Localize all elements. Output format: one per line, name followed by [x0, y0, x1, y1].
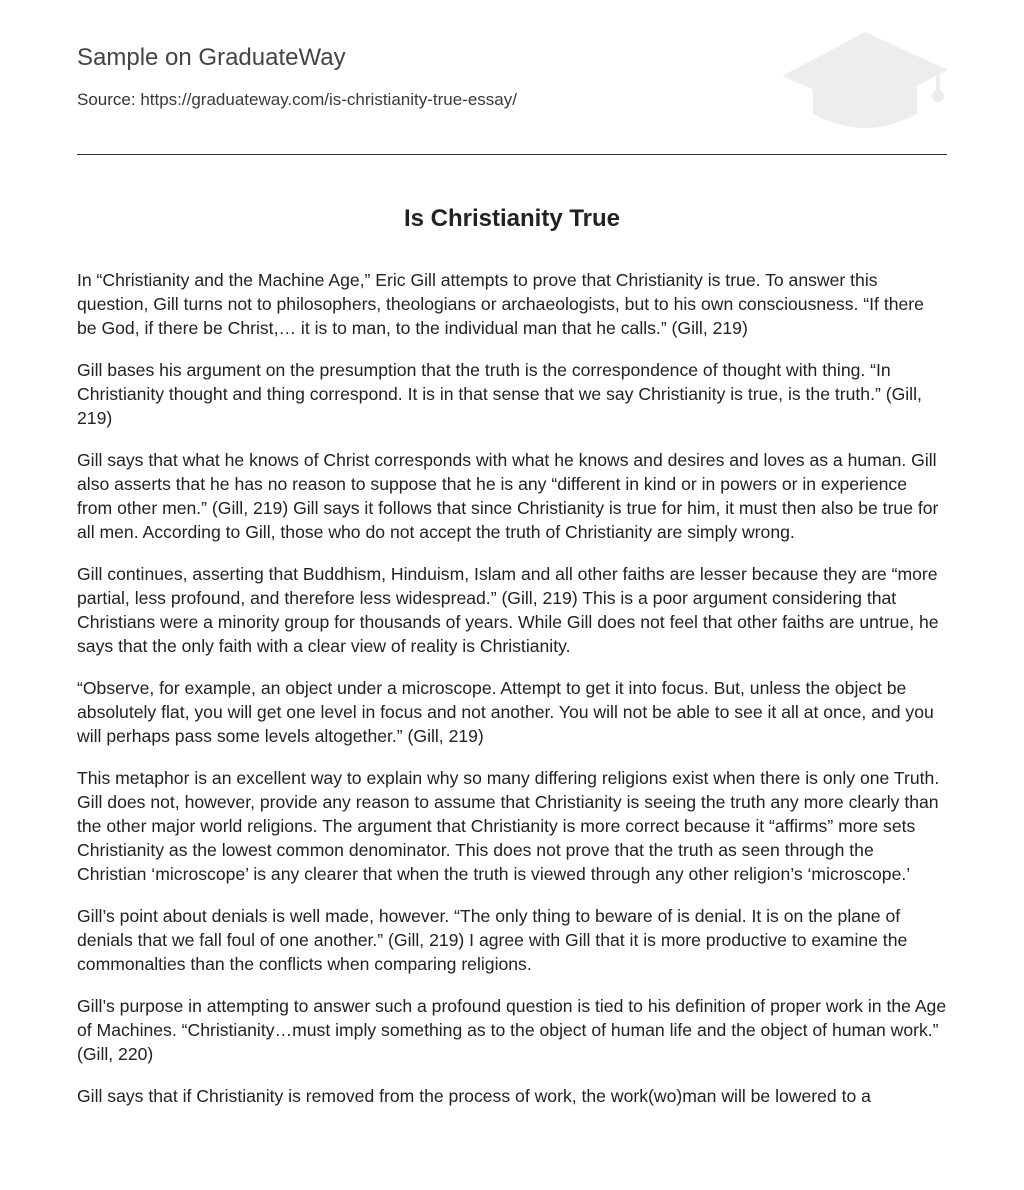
- site-brand[interactable]: Sample on GraduateWay: [77, 44, 346, 71]
- paragraph: Gill’s purpose in attempting to answer such a profound question is tied to his definition of proper work in the Age of Machines. “Christianity…must imply something as to the object of human life and the object of human work.” (Gill, 220): [77, 996, 947, 1064]
- article-body: [77, 268, 947, 1126]
- paragraph: Gill continues, asserting that Buddhism, Hinduism, Islam and all other faiths are lesser because they are “more partial, less profound, and therefore less widespread.” (Gill, 219) This is a poor argument considering that Christians were a minority group for thousands of years. While Gill does not feel that other faiths are untrue, he says that the only faith with a clear view of reality is Christianity.: [77, 564, 939, 656]
- header-divider: [77, 154, 947, 155]
- source-line: [77, 90, 517, 110]
- paragraph: Gill’s point about denials is well made, however. “The only thing to beware of is denial. It is on the plane of denials that we fall foul of one another.” (Gill, 219) I agree with Gill that it is more productive to examine the commonalties than the conflicts when comparing religions.: [77, 906, 908, 974]
- paragraph: Gill bases his argument on the presumption that the truth is the correspondence of thought with thing. “In Christianity thought and thing correspond. It is in that sense that we say Christianity is true, is the truth.” (Gill, 219): [77, 360, 922, 428]
- page-header: [77, 0, 947, 156]
- source-link[interactable]: https://graduateway.com/is-christianity-true-essay/: [140, 90, 517, 109]
- source-label: Source:: [77, 90, 136, 109]
- paragraph: This metaphor is an excellent way to explain why so many differing religions exist when there is only one Truth. Gill does not, however, provide any reason to assume that Christianity is seeing the truth any more clearly than the other major world religions. The argument that Christianity is more correct because it “affirms” more sets Christianity as the lowest common denominator. This does not prove that the truth as seen through the Christian ‘microscope’ is any clearer that when the truth is viewed through any other religion’s ‘microscope.’: [77, 768, 940, 884]
- paragraph: In “Christianity and the Machine Age,” Eric Gill attempts to prove that Christianity is true. To answer this question, Gill turns not to philosophers, theologians or archaeologists, but to his own consciousness. “If there be God, if there be Christ,… it is to man, to the individual man that he calls.” (Gill, 219): [77, 270, 924, 338]
- paragraph: “Observe, for example, an object under a microscope. Attempt to get it into focus. But, unless the object be absolutely flat, you will get one level in focus and not another. You will not be able to see it all at once, and you will perhaps pass some levels altogether.” (Gill, 219): [77, 678, 934, 746]
- paragraph: Gill says that what he knows of Christ corresponds with what he knows and desires and loves as a human. Gill also asserts that he has no reason to suppose that he is any “different in kind or in powers or in experience from other men.” (Gill, 219) Gill says it follows that since Christianity is true for him, it must then also be true for all men. According to Gill, those who do not accept the truth of Christianity are simply wrong.: [77, 450, 939, 542]
- graduation-cap-icon: [780, 30, 950, 134]
- article-title: Is Christianity True: [403, 205, 621, 232]
- paragraph: Gill says that if Christianity is removed from the process of work, the work(wo)man will be lowered to a: [77, 1086, 871, 1106]
